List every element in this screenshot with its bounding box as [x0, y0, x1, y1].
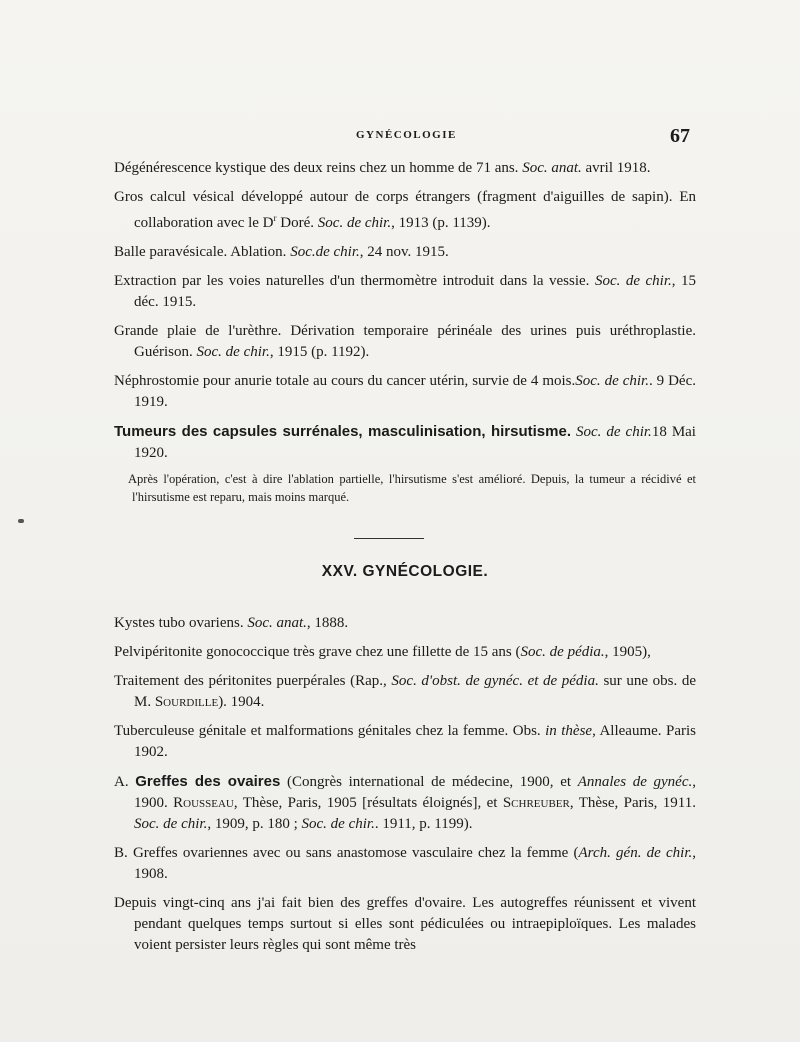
- running-head: GYNÉCOLOGIE: [356, 129, 457, 141]
- bibliography-entry: Dégénérescence kystique des deux reins chez un homme de 71 ans. Soc. anat. avril 1918.: [114, 160, 651, 176]
- bibliography-entry-featured: Tumeurs des capsules surrénales, masculinisation, hirsutisme. Soc. de chir.18 Mai 1920.: [114, 423, 696, 461]
- bibliography-entry: Balle paravésicale. Ablation. Soc.de chir., 24 nov. 1915.: [114, 244, 449, 260]
- page-number: 67: [670, 125, 690, 147]
- page-content: [114, 158, 696, 956]
- bibliography-entry: Kystes tubo ovariens. Soc. anat., 1888.: [114, 615, 349, 631]
- bibliography-entry: Grande plaie de l'urèthre. Dérivation temporaire périnéale des urines puis uréthroplastie. Guérison. Soc. de chir., 1915 (p. 1192).: [114, 323, 696, 360]
- bibliography-entry: Extraction par les voies naturelles d'un thermomètre introduit dans la vessie. Soc. de chir., 15 déc. 1915.: [114, 273, 696, 310]
- section-divider: [354, 538, 424, 539]
- bibliography-entry: Pelvipéritonite gonococcique très grave chez une fillette de 15 ans (Soc. de pédia., 1905),: [114, 644, 651, 660]
- bibliography-entry: Traitement des péritonites puerpérales (Rap., Soc. d'obst. de gynéc. et de pédia. sur une obs. de M. Sourdille). 1904.: [114, 673, 696, 710]
- bibliography-entry: Gros calcul vésical développé autour de corps étrangers (fragment d'aiguilles de sapin). En collaboration avec le $D^r$ Doré. Soc. de chir., 1913 (p. 1139).: [114, 189, 696, 231]
- entry-note: Après l'opération, c'est à dire l'ablation partielle, l'hirsutisme s'est amélioré. Depuis, la tumeur a récidivé et l'hirsutisme est reparu, mais moins marqué.: [128, 472, 696, 504]
- body-paragraph: Depuis vingt-cinq ans j'ai fait bien des greffes d'ovaire. Les autogreffes réunissent et vivent pendant quelques temps surtout si elles sont pédiculées ou intraepiploïques. Les malades voient persister leurs règles qui sont même très: [114, 895, 696, 953]
- margin-mark: [18, 519, 24, 523]
- bibliography-entry: Néphrostomie pour anurie totale au cours du cancer utérin, survie de 4 mois.Soc. de chir.. 9 Déc. 1919.: [114, 373, 696, 410]
- bibliography-entry: A. Greffes des ovaires (Congrès international de médecine, 1900, et Annales de gynéc., 1900. Rousseau, Thèse, Paris, 1905 [résultats éloignés], et Schreuber, Thèse, Paris, 1911. Soc. de chir., 1909, p. 180 ; Soc. de chir.. 1911, p. 1199).: [114, 773, 696, 832]
- page-header: [0, 125, 800, 147]
- bibliography-entry: Tuberculeuse génitale et malformations génitales chez la femme. Obs. in thèse, Alleaume. Paris 1902.: [114, 723, 696, 760]
- bibliography-entry: B. Greffes ovariennes avec ou sans anastomose vasculaire chez la femme (Arch. gén. de chir., 1908.: [114, 845, 696, 882]
- section-title: XXV. GYNÉCOLOGIE.: [321, 563, 489, 580]
